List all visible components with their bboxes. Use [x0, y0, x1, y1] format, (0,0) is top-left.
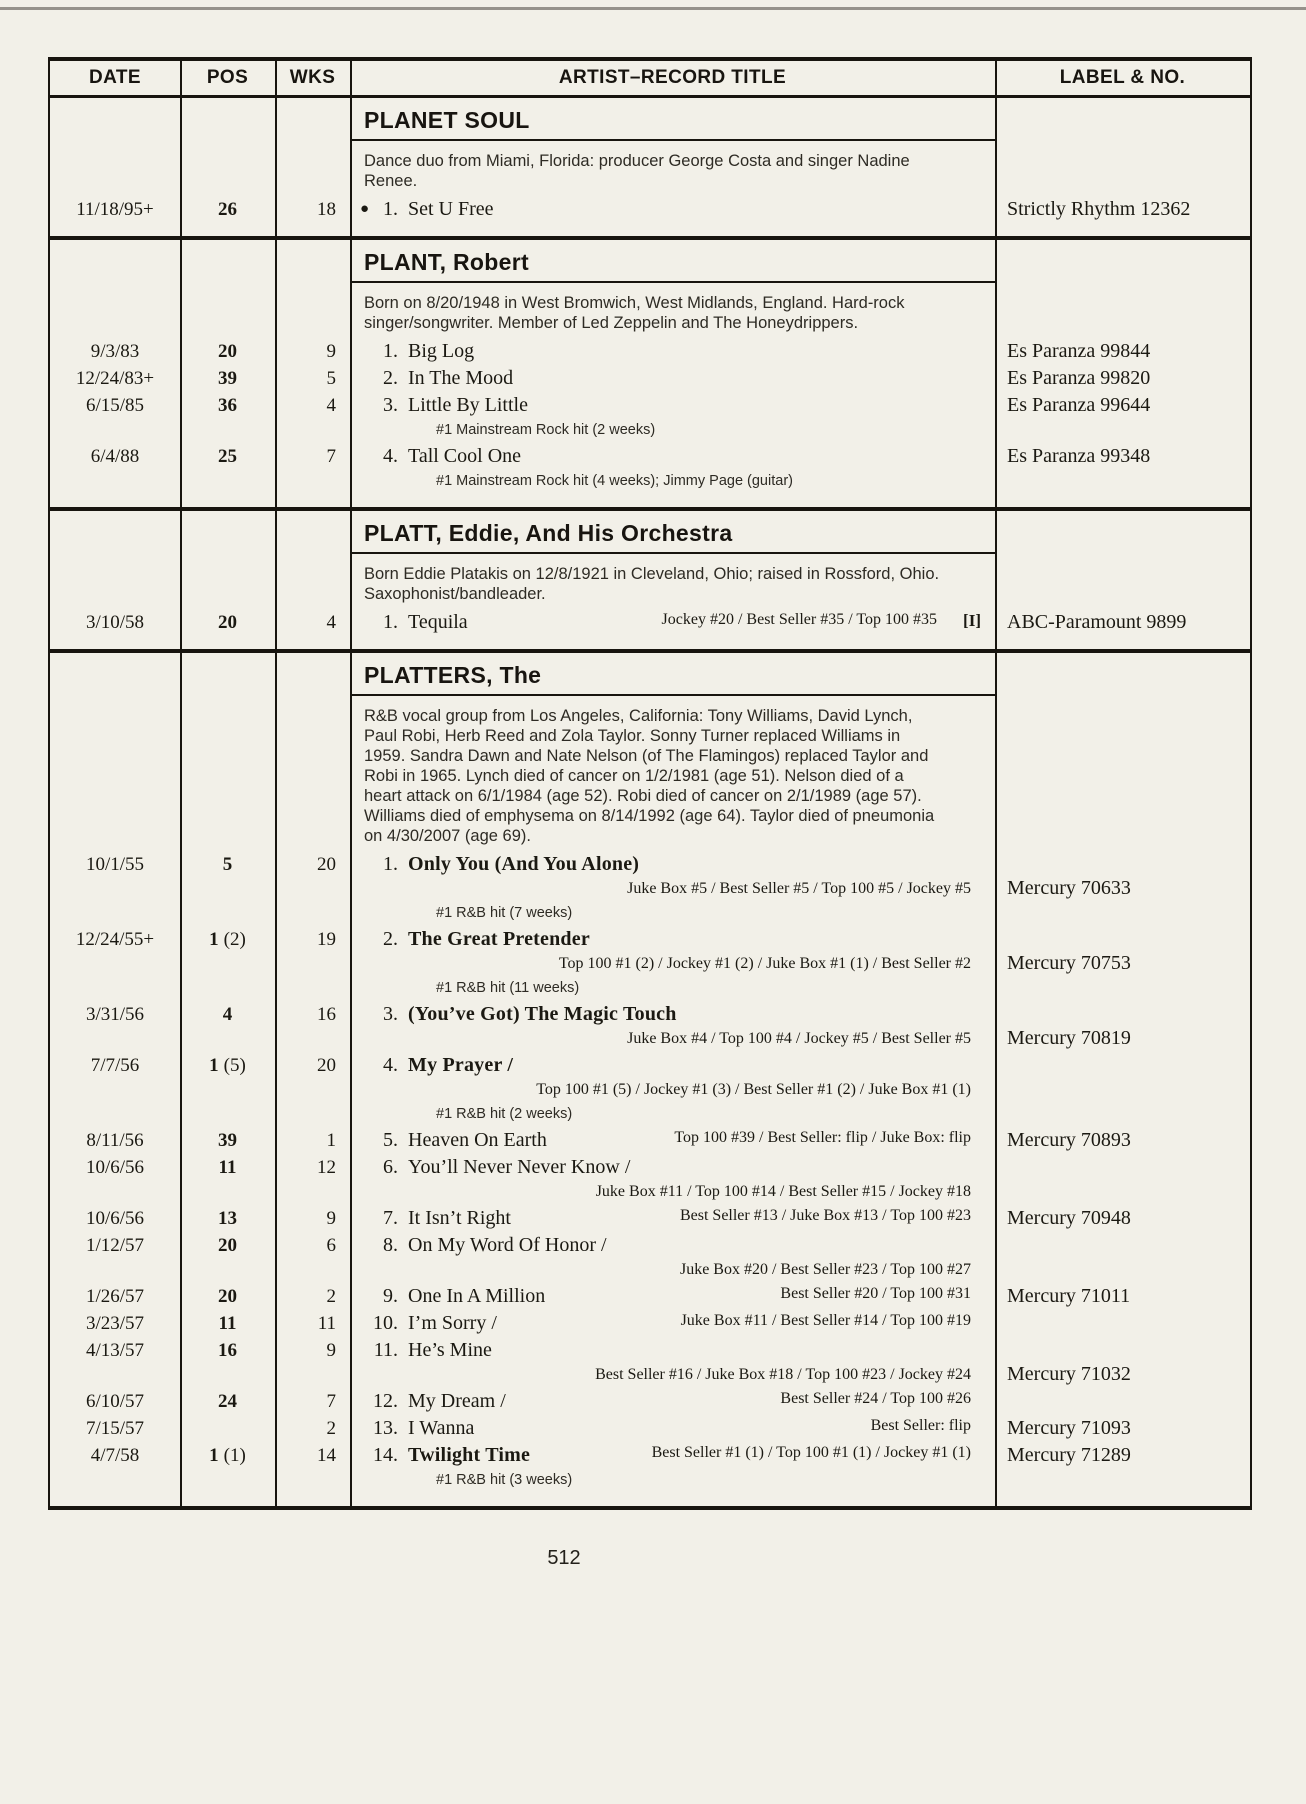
peak-position-cell [180, 1338, 275, 1387]
debut-date: 4/7/58 [90, 1445, 140, 1466]
label-cell [995, 1389, 1250, 1414]
record-label: Mercury 70893 [1007, 1129, 1131, 1151]
hit-note: #1 R&B hit (3 weeks) [436, 1472, 573, 1488]
weeks-charted: 9 [326, 1208, 336, 1229]
chart-entry-row [50, 393, 1250, 442]
song-title: My Dream / [408, 1390, 506, 1412]
title-cell [350, 1284, 995, 1309]
peak-position: 13 [218, 1208, 237, 1229]
chart-positions-line: Top 100 #1 (5) / Jockey #1 (3) / Best Seller #1 (2) / Juke Box #1 (1) [536, 1081, 971, 1098]
title-cell [350, 1416, 995, 1441]
weeks-charted: 5 [326, 368, 336, 389]
chart-positions-inline: Best Seller #20 / Top 100 #31 [780, 1285, 971, 1302]
record-label: ABC-Paramount 9899 [1007, 611, 1187, 633]
debut-date: 7/15/57 [85, 1418, 145, 1439]
title-cell [350, 610, 995, 635]
title-cell [350, 1233, 995, 1282]
debut-date: 12/24/83+ [75, 368, 155, 389]
title-line [352, 1233, 995, 1258]
col-header-artist: ARTIST–RECORD TITLE [558, 67, 787, 88]
peak-position-cell [180, 1443, 275, 1492]
chart-positions-line: Top 100 #1 (2) / Jockey #1 (2) / Juke Box #1 (1) / Best Seller #2 [558, 955, 971, 972]
weeks-charted: 9 [326, 341, 336, 362]
chart-entry-row [50, 339, 1250, 364]
title-cell [350, 1053, 995, 1126]
artist-title-box [350, 653, 995, 696]
title-line [352, 1338, 995, 1363]
song-title: Big Log [408, 340, 475, 362]
title-line [352, 1155, 995, 1180]
label-cell [995, 1053, 1250, 1126]
chart-entry-row [50, 444, 1250, 493]
debut-date: 3/31/56 [85, 1004, 145, 1025]
label-cell [995, 1206, 1250, 1231]
artist-bio: R&B vocal group from Los Angeles, California: Tony Williams, David Lynch, Paul Robi, Herb Reed and Zola Taylor. Sonny Turner replaced Williams in 1959. Sandra Dawn and Nate Nelson (of The Flamingos) replaced Taylor and Robi in 1965. Lynch died of cancer on 1/2/1981 (age 51). Nelson died of a heart attack on 6/1/1984 (age 52). Robi died of cancer on 2/1/1989 (age 57). Williams died of emphysema on 8/14/1992 (age 64). Taylor died of pneumonia on 4/30/2007 (age 69). [364, 707, 935, 845]
chart-positions-inline: Best Seller: flip [870, 1417, 971, 1434]
weeks-charted: 2 [326, 1418, 336, 1439]
track-number: 14. [373, 1444, 398, 1466]
hit-note: #1 Mainstream Rock hit (2 weeks) [436, 422, 656, 438]
song-title: I Wanna [408, 1417, 475, 1439]
peak-position: 39 [218, 1130, 237, 1151]
title-line [352, 1284, 995, 1309]
weeks-charted: 4 [326, 612, 336, 633]
debut-date: 1/26/57 [85, 1286, 145, 1307]
chart-entry-row [50, 852, 1250, 925]
track-number: 8. [383, 1234, 398, 1256]
title-cell [350, 1155, 995, 1204]
title-cell [350, 1443, 995, 1492]
title-cell [350, 197, 995, 222]
label-cell [995, 852, 1250, 925]
artist-section [50, 649, 1250, 1506]
weeks-charted: 20 [317, 854, 336, 875]
debut-date: 3/10/58 [85, 612, 145, 633]
track-number: 2. [383, 367, 398, 389]
entries-list [50, 852, 1250, 1492]
peak-position-cell [180, 1233, 275, 1282]
col-header-date: DATE [89, 67, 141, 88]
peak-position: 20 [218, 1286, 237, 1307]
peak-position-cell [180, 1311, 275, 1336]
chart-entry-row [50, 927, 1250, 1000]
title-cell [350, 366, 995, 391]
track-number: 12. [373, 1390, 398, 1412]
chart-entry-row [50, 1338, 1250, 1387]
table-header-row [50, 61, 1250, 98]
peak-position: 11 [218, 1157, 237, 1178]
record-label: Mercury 70819 [1007, 1027, 1131, 1049]
song-title: Little By Little [408, 394, 528, 416]
title-line [352, 366, 995, 391]
artist-name: PLATTERS, The [364, 662, 542, 688]
chart-entry-row [50, 1311, 1250, 1336]
peak-position-cell [180, 1416, 275, 1441]
song-title: On My Word Of Honor / [408, 1234, 607, 1256]
gold-record-bullet-icon: ● [360, 201, 370, 217]
title-line [352, 1389, 995, 1414]
artist-name: PLATT, Eddie, And His Orchestra [364, 520, 733, 546]
record-label: Es Paranza 99348 [1007, 445, 1151, 467]
peak-position-cell [180, 393, 275, 442]
peak-position-cell [180, 339, 275, 364]
track-number: 3. [383, 394, 398, 416]
debut-date: 4/13/57 [85, 1340, 145, 1361]
title-cell [350, 1311, 995, 1336]
artist-section [50, 98, 1250, 236]
peak-position-cell [180, 1053, 275, 1126]
weeks-charted: 20 [317, 1055, 336, 1076]
label-cell [995, 1416, 1250, 1441]
artist-title-box [350, 98, 995, 141]
chart-positions-inline: Juke Box #11 / Best Seller #14 / Top 100 #19 [680, 1312, 971, 1329]
peak-position-cell [180, 1284, 275, 1309]
debut-date: 10/6/56 [85, 1208, 145, 1229]
title-line [352, 1416, 995, 1441]
chart-entry-row [50, 1233, 1250, 1282]
record-label: Mercury 71289 [1007, 1444, 1131, 1466]
song-title: Tequila [408, 611, 468, 633]
record-label: Es Paranza 99820 [1007, 367, 1151, 389]
debut-date: 9/3/83 [90, 341, 140, 362]
chart-entry-row [50, 1389, 1250, 1414]
song-title: One In A Million [408, 1285, 546, 1307]
label-cell [995, 1443, 1250, 1492]
peak-position: 36 [218, 395, 237, 416]
artist-section [50, 236, 1250, 507]
peak-position: 26 [218, 199, 237, 220]
chart-entry-row [50, 197, 1250, 222]
weeks-charted: 4 [326, 395, 336, 416]
label-cell [995, 1128, 1250, 1153]
label-cell [995, 366, 1250, 391]
track-number: 1. [383, 853, 398, 875]
peak-position-cell [180, 1128, 275, 1153]
debut-date: 6/15/85 [85, 395, 145, 416]
title-line [352, 1002, 995, 1027]
chart-entry-row [50, 1155, 1250, 1204]
artist-name: PLANT, Robert [364, 249, 529, 275]
song-title: He’s Mine [408, 1339, 492, 1361]
artist-name: PLANET SOUL [364, 107, 530, 133]
track-number: 1. [383, 198, 398, 220]
title-line [352, 852, 995, 877]
chart-positions-line: Juke Box #4 / Top 100 #4 / Jockey #5 / Best Seller #5 [627, 1030, 971, 1047]
title-line [352, 1206, 995, 1231]
record-label: Strictly Rhythm 12362 [1007, 198, 1191, 220]
record-label: Mercury 70633 [1007, 877, 1131, 899]
peak-position: 16 [218, 1340, 237, 1361]
debut-date: 1/12/57 [85, 1235, 145, 1256]
title-cell [350, 1128, 995, 1153]
title-line [352, 393, 995, 418]
peak-position: 20 [218, 612, 237, 633]
title-line [352, 1128, 995, 1153]
song-title: Twilight Time [408, 1444, 531, 1466]
chart-entry-row [50, 1284, 1250, 1309]
peak-position: 1 [209, 1445, 219, 1466]
track-number: 13. [373, 1417, 398, 1439]
peak-position-cell [180, 927, 275, 1000]
hit-note: #1 Mainstream Rock hit (4 weeks); Jimmy Page (guitar) [436, 473, 793, 489]
sections-container [50, 98, 1250, 1506]
track-number: 5. [383, 1129, 398, 1151]
title-line [352, 927, 995, 952]
peak-position-cell [180, 197, 275, 222]
track-number: 4. [383, 445, 398, 467]
chart-positions-line: Juke Box #20 / Best Seller #23 / Top 100 #27 [679, 1261, 971, 1278]
track-number: 2. [383, 928, 398, 950]
peak-position-cell [180, 444, 275, 493]
weeks-charted: 7 [326, 446, 336, 467]
debut-date: 11/18/95+ [76, 199, 154, 220]
chart-positions-line: Juke Box #11 / Top 100 #14 / Best Seller #15 / Jockey #18 [595, 1183, 971, 1200]
label-cell [995, 1233, 1250, 1282]
weeks-at-peak: (1) [223, 1445, 246, 1466]
peak-position: 39 [218, 368, 237, 389]
debut-date: 3/23/57 [85, 1313, 145, 1334]
track-number: 1. [383, 611, 398, 633]
weeks-charted: 1 [326, 1130, 336, 1151]
title-cell [350, 852, 995, 925]
peak-position: 5 [222, 854, 233, 875]
artist-title-box [350, 240, 995, 283]
artist-title-box [350, 511, 995, 554]
record-label: Mercury 71093 [1007, 1417, 1131, 1439]
chart-positions-line: Best Seller #16 / Juke Box #18 / Top 100 #23 / Jockey #24 [595, 1366, 971, 1383]
peak-position: 1 [209, 929, 219, 950]
label-cell [995, 1155, 1250, 1204]
weeks-charted: 19 [317, 929, 336, 950]
record-label: Mercury 71032 [1007, 1363, 1131, 1385]
artist-bio: Born on 8/20/1948 in West Bromwich, West Midlands, England. Hard-rock singer/songwriter. Member of Led Zeppelin and The Honeydrippers. [364, 294, 905, 332]
entries-list [50, 197, 1250, 222]
song-title: In The Mood [408, 367, 514, 389]
chart-entry-row [50, 610, 1250, 635]
label-cell [995, 1002, 1250, 1051]
title-line [352, 197, 995, 222]
song-title: (You’ve Got) The Magic Touch [408, 1003, 677, 1025]
chart-positions-inline: Top 100 #39 / Best Seller: flip / Juke Box: flip [674, 1129, 971, 1146]
record-label: Mercury 70753 [1007, 952, 1131, 974]
song-title: Heaven On Earth [408, 1129, 547, 1151]
title-cell [350, 927, 995, 1000]
weeks-charted: 6 [326, 1235, 336, 1256]
peak-position: 20 [218, 1235, 237, 1256]
record-label: Es Paranza 99644 [1007, 394, 1151, 416]
song-title: Set U Free [408, 198, 494, 220]
title-cell [350, 393, 995, 442]
artist-bio: Born Eddie Platakis on 12/8/1921 in Cleveland, Ohio; raised in Rossford, Ohio. Saxophonist/bandleader. [364, 565, 940, 603]
song-title: I’m Sorry / [408, 1312, 497, 1334]
label-cell [995, 610, 1250, 635]
weeks-charted: 14 [317, 1445, 336, 1466]
record-label: Mercury 70948 [1007, 1207, 1131, 1229]
chart-entry-row [50, 1443, 1250, 1492]
artist-bio: Dance duo from Miami, Florida: producer George Costa and singer Nadine Renee. [364, 152, 910, 190]
song-title: Only You (And You Alone) [408, 853, 640, 875]
weeks-charted: 12 [317, 1157, 336, 1178]
chart-entry-row [50, 1128, 1250, 1153]
chart-entry-row [50, 1053, 1250, 1126]
label-cell [995, 927, 1250, 1000]
track-number: 6. [383, 1156, 398, 1178]
song-title: Tall Cool One [408, 445, 522, 467]
hit-note: #1 R&B hit (11 weeks) [436, 980, 580, 996]
weeks-at-peak: (2) [223, 929, 246, 950]
title-line [352, 1053, 995, 1078]
weeks-charted: 7 [326, 1391, 336, 1412]
hit-note: #1 R&B hit (7 weeks) [436, 905, 573, 921]
peak-position-cell [180, 1206, 275, 1231]
record-label: Mercury 71011 [1007, 1285, 1131, 1307]
title-line [352, 444, 995, 469]
chart-positions-line: Juke Box #5 / Best Seller #5 / Top 100 #5 / Jockey #5 [627, 880, 971, 897]
col-header-label: LABEL & NO. [1059, 67, 1186, 88]
peak-position-cell [180, 366, 275, 391]
peak-position-cell [180, 610, 275, 635]
debut-date: 10/6/56 [85, 1157, 145, 1178]
peak-position: 11 [218, 1313, 237, 1334]
chart-positions-inline: Best Seller #24 / Top 100 #26 [780, 1390, 971, 1407]
song-title: It Isn’t Right [408, 1207, 511, 1229]
chart-table [48, 57, 1252, 1510]
chart-entry-row [50, 1416, 1250, 1441]
chart-entry-row [50, 1206, 1250, 1231]
debut-date: 8/11/56 [86, 1130, 144, 1151]
debut-date: 10/1/55 [85, 854, 145, 875]
song-title: The Great Pretender [408, 928, 590, 950]
instrumental-tag: [I] [963, 611, 981, 630]
chart-entry-row [50, 366, 1250, 391]
title-cell [350, 339, 995, 364]
title-line [352, 1443, 995, 1468]
title-cell [350, 1389, 995, 1414]
label-cell [995, 1284, 1250, 1309]
weeks-charted: 18 [317, 199, 336, 220]
chart-positions-inline: Best Seller #13 / Juke Box #13 / Top 100 #23 [679, 1207, 971, 1224]
weeks-at-peak: (5) [223, 1055, 246, 1076]
debut-date: 6/10/57 [85, 1391, 145, 1412]
chart-entry-row [50, 1002, 1250, 1051]
col-header-pos: POS [206, 67, 249, 88]
peak-position-cell [180, 852, 275, 925]
title-cell [350, 444, 995, 493]
title-cell [350, 1338, 995, 1387]
song-title: My Prayer / [408, 1054, 514, 1076]
track-number: 7. [383, 1207, 398, 1229]
chart-positions-inline: Best Seller #1 (1) / Top 100 #1 (1) / Jockey #1 (1) [651, 1444, 971, 1461]
title-line [352, 1311, 995, 1336]
hit-note: #1 R&B hit (2 weeks) [436, 1106, 573, 1122]
track-number: 4. [383, 1054, 398, 1076]
peak-position-cell [180, 1002, 275, 1051]
col-header-wks: WKS [289, 67, 336, 88]
artist-section [50, 507, 1250, 649]
weeks-charted: 9 [326, 1340, 336, 1361]
debut-date: 7/7/56 [90, 1055, 140, 1076]
weeks-charted: 11 [317, 1313, 336, 1334]
title-cell [350, 1206, 995, 1231]
peak-position: 25 [218, 446, 237, 467]
page-top-scan-line [0, 7, 1306, 10]
peak-position: 1 [209, 1055, 219, 1076]
peak-position: 20 [218, 341, 237, 362]
weeks-charted: 16 [317, 1004, 336, 1025]
title-line [352, 610, 995, 635]
track-number: 11. [373, 1339, 398, 1361]
label-cell [995, 339, 1250, 364]
debut-date: 12/24/55+ [75, 929, 155, 950]
peak-position: 24 [218, 1391, 237, 1412]
track-number: 10. [373, 1312, 398, 1334]
peak-position: 4 [222, 1004, 233, 1025]
weeks-charted: 2 [326, 1286, 336, 1307]
label-cell [995, 1338, 1250, 1387]
entries-list [50, 610, 1250, 635]
track-number: 9. [383, 1285, 398, 1307]
peak-position-cell [180, 1389, 275, 1414]
title-cell [350, 1002, 995, 1051]
peak-position-cell [180, 1155, 275, 1204]
page-number: 512 [547, 1547, 581, 1569]
entries-list [50, 339, 1250, 493]
label-cell [995, 1311, 1250, 1336]
chart-positions-inline: Jockey #20 / Best Seller #35 / Top 100 #35 [661, 611, 937, 628]
label-cell [995, 393, 1250, 442]
label-cell [995, 197, 1250, 222]
track-number: 3. [383, 1003, 398, 1025]
track-number: 1. [383, 340, 398, 362]
record-label: Es Paranza 99844 [1007, 340, 1151, 362]
label-cell [995, 444, 1250, 493]
title-line [352, 339, 995, 364]
song-title: You’ll Never Never Know / [408, 1156, 631, 1178]
debut-date: 6/4/88 [90, 446, 140, 467]
